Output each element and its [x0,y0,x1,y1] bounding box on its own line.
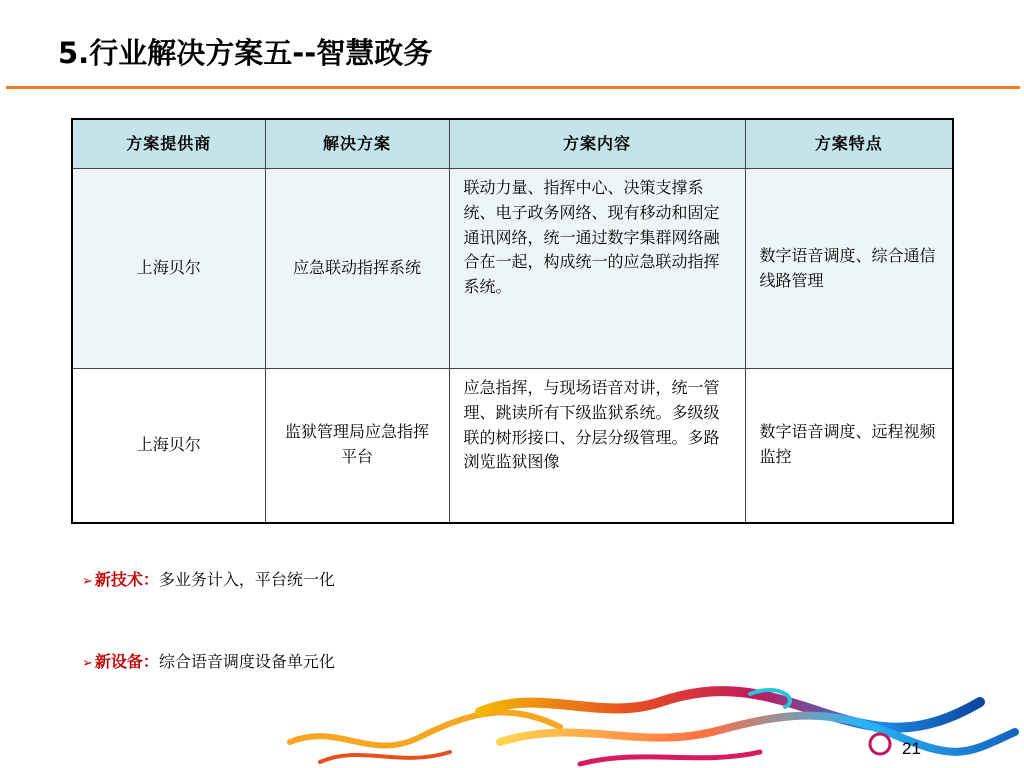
feature-cell: 数字语音调度、综合通信线路管理 [745,169,953,369]
title-divider [6,86,1020,89]
provider-cell: 上海贝尔 [72,369,265,523]
page-number: 21 [902,739,921,758]
table-row [72,169,953,369]
provider-cell: 上海贝尔 [72,169,265,369]
content-cell: 应急指挥，与现场语音对讲，统一管理、跳读所有下级监狱系统。多级级联的树形接口、分层分级管理。多路浏览监狱图像 [449,369,745,523]
bullet-text: 多业务计入，平台统一化 [158,570,335,589]
content-cell: 联动力量、指挥中心、决策支撑系统、电子政务网络、现有移动和固定通讯网络，统一通过数字集群网络融合在一起，构成统一的应急联动指挥系统。 [449,169,745,369]
solution-cell: 监狱管理局应急指挥平台 [265,369,449,523]
column-header: 解决方案 [265,119,449,169]
column-header: 方案提供商 [72,119,265,169]
arrow-bullet-icon: ➢ [82,574,93,589]
bullet-label: 新技术： [94,570,159,589]
arrow-bullet-icon: ➢ [82,656,93,671]
bullet-text: 综合语音调度设备单元化 [158,652,335,671]
bullet-new-equipment [82,649,335,672]
solutions-table [71,118,954,524]
slide-title: 5.行业解决方案五--智慧政务 [58,36,433,70]
bullet-new-technology [82,567,335,590]
column-header: 方案内容 [449,119,745,169]
bullet-label: 新设备： [94,652,159,671]
solution-cell: 应急联动指挥系统 [265,169,449,369]
column-header: 方案特点 [745,119,953,169]
table-header-row [72,119,953,169]
feature-cell: 数字语音调度、远程视频监控 [745,369,953,523]
table-row [72,369,953,523]
